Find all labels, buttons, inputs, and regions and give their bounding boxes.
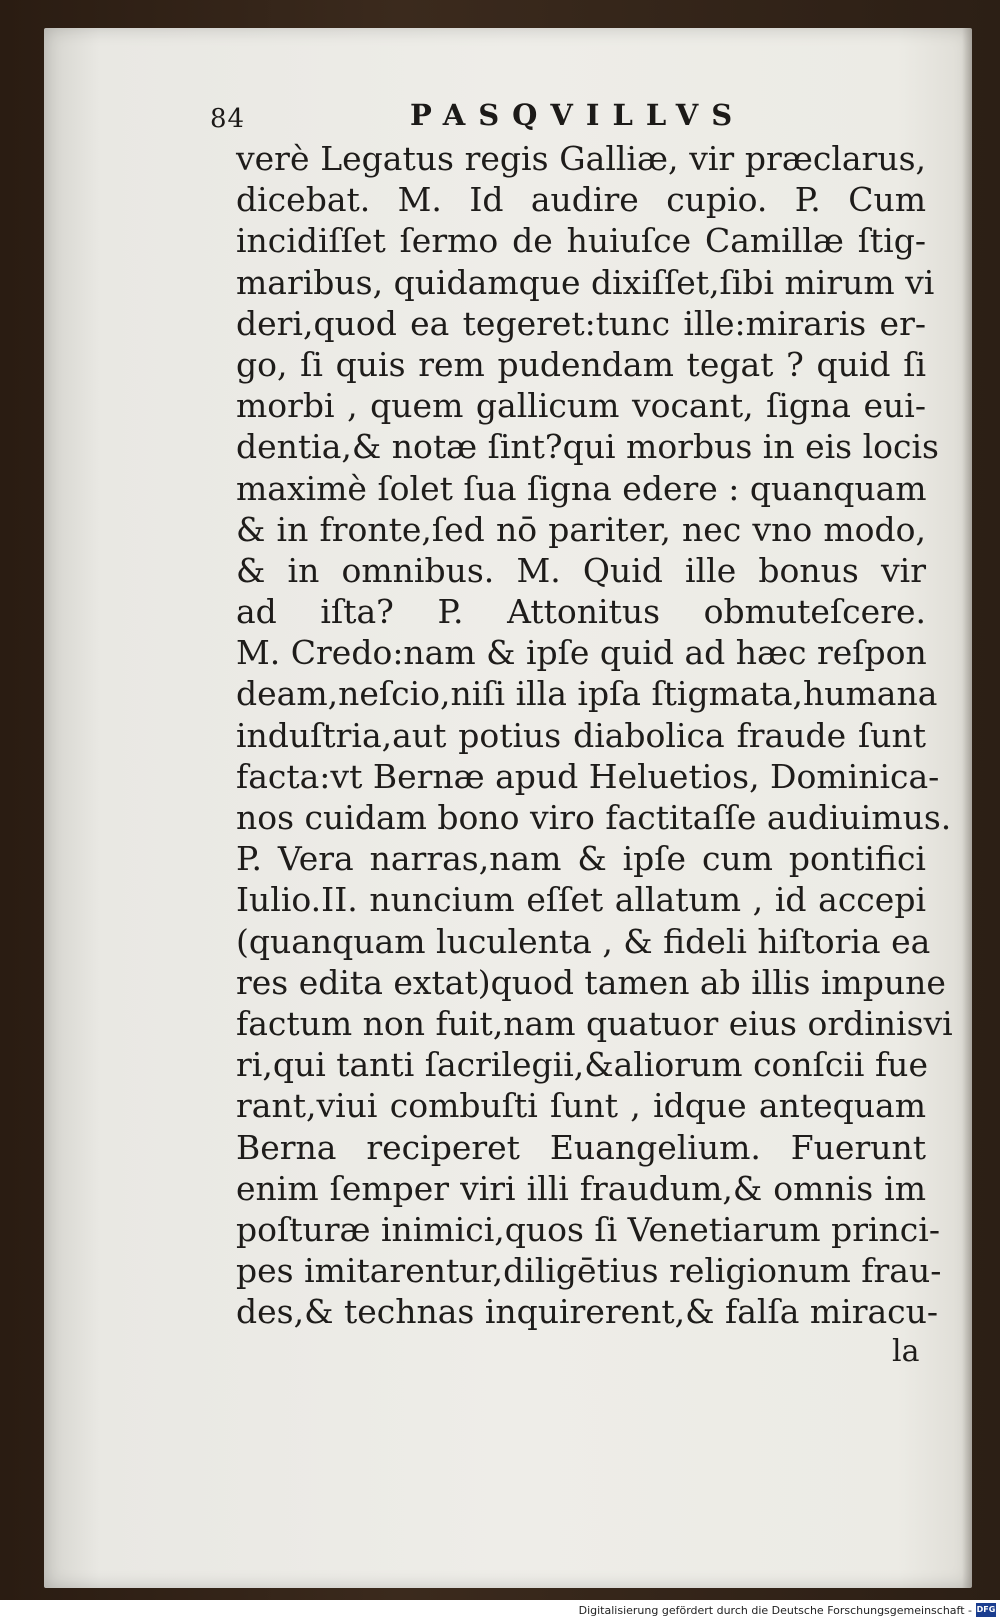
text-line: dentia,& notæ ſint?qui morbus in eis locis — [236, 427, 939, 467]
text-line: ri,qui tanti ſacrilegii,&aliorum conſcii fue — [236, 1045, 928, 1085]
text-line: res edita extat)quod tamen ab illis impune — [236, 962, 946, 1002]
catchword: la — [892, 1334, 920, 1369]
text-line: incidiſſet ſermo de huiuſce Camillæ ſtig- — [236, 221, 926, 261]
text-line: enim ſemper viri illi fraudum,& omnis im — [236, 1168, 926, 1208]
footer-bar — [0, 1600, 1000, 1622]
text-line: P. Vera narras,nam & ipſe cum pontifici — [236, 839, 926, 879]
text-line: des,& technas inquirerent,& falſa miracu- — [236, 1292, 939, 1332]
text-line: (quanquam luculenta , & fideli hiſtoria ea — [236, 921, 931, 961]
text-line: deri,quod ea tegeret:tunc ille:miraris er- — [236, 303, 926, 343]
text-line: & in omnibus. M. Quid ille bonus vir — [236, 550, 926, 590]
text-line: maximè ſolet ſua ſigna edere : quanquam — [236, 468, 927, 508]
text-line: factum non fuit,nam quatuor eius ordinisvi — [236, 1003, 953, 1043]
text-line: induſtria,aut potius diabolica fraude ſunt — [236, 715, 926, 755]
text-line: ad iſta? P. Attonitus obmuteſcere. — [236, 592, 926, 632]
text-line: Berna reciperet Euangelium. Fuerunt — [236, 1127, 926, 1167]
text-line: M. Credo:nam & ipſe quid ad hæc reſpon — [236, 633, 927, 673]
text-line: Iulio.II. nuncium eſſet allatum , id accepi — [236, 880, 926, 920]
running-head — [210, 96, 770, 136]
page-number: 84 — [210, 104, 246, 134]
text-line: morbi , quem gallicum vocant, ſigna eui- — [236, 386, 926, 426]
page-edge-shadow — [962, 28, 972, 1588]
text-line: facta:vt Bernæ apud Heluetios, Dominica- — [236, 756, 940, 796]
text-line: verè Legatus regis Galliæ, vir præclarus, — [236, 139, 926, 178]
text-line: deam,neſcio,niſi illa ipſa ſtigmata,humana — [236, 674, 938, 714]
text-line: poſturæ inimici,quos ſi Venetiarum princi- — [236, 1209, 940, 1249]
text-line: & in fronte,ſed nō pariter, nec vno modo, — [236, 509, 926, 549]
text-line: dicebat. M. Id audire cupio. P. Cum — [236, 180, 926, 220]
text-line: go, ſi quis rem pudendam tegat ? quid ſi — [236, 344, 926, 384]
text-line: rant,viui combuſti ſunt , idque antequam — [236, 1086, 926, 1126]
text-line: nos cuidam bono viro factitaſſe audiuimus. — [236, 798, 952, 837]
dfg-logo: DFG — [976, 1603, 996, 1617]
text-line: maribus, quidamque dixiſſet,ſibi mirum vi — [236, 262, 935, 302]
body-text — [236, 138, 953, 1332]
running-title: PASQVILLVS — [410, 98, 746, 132]
funding-credit: Digitalisierung gefördert durch die Deutsche Forschungsgemeinschaft - — [578, 1604, 972, 1617]
text-line: pes imitarentur,diligētius religionum frau- — [236, 1251, 942, 1291]
